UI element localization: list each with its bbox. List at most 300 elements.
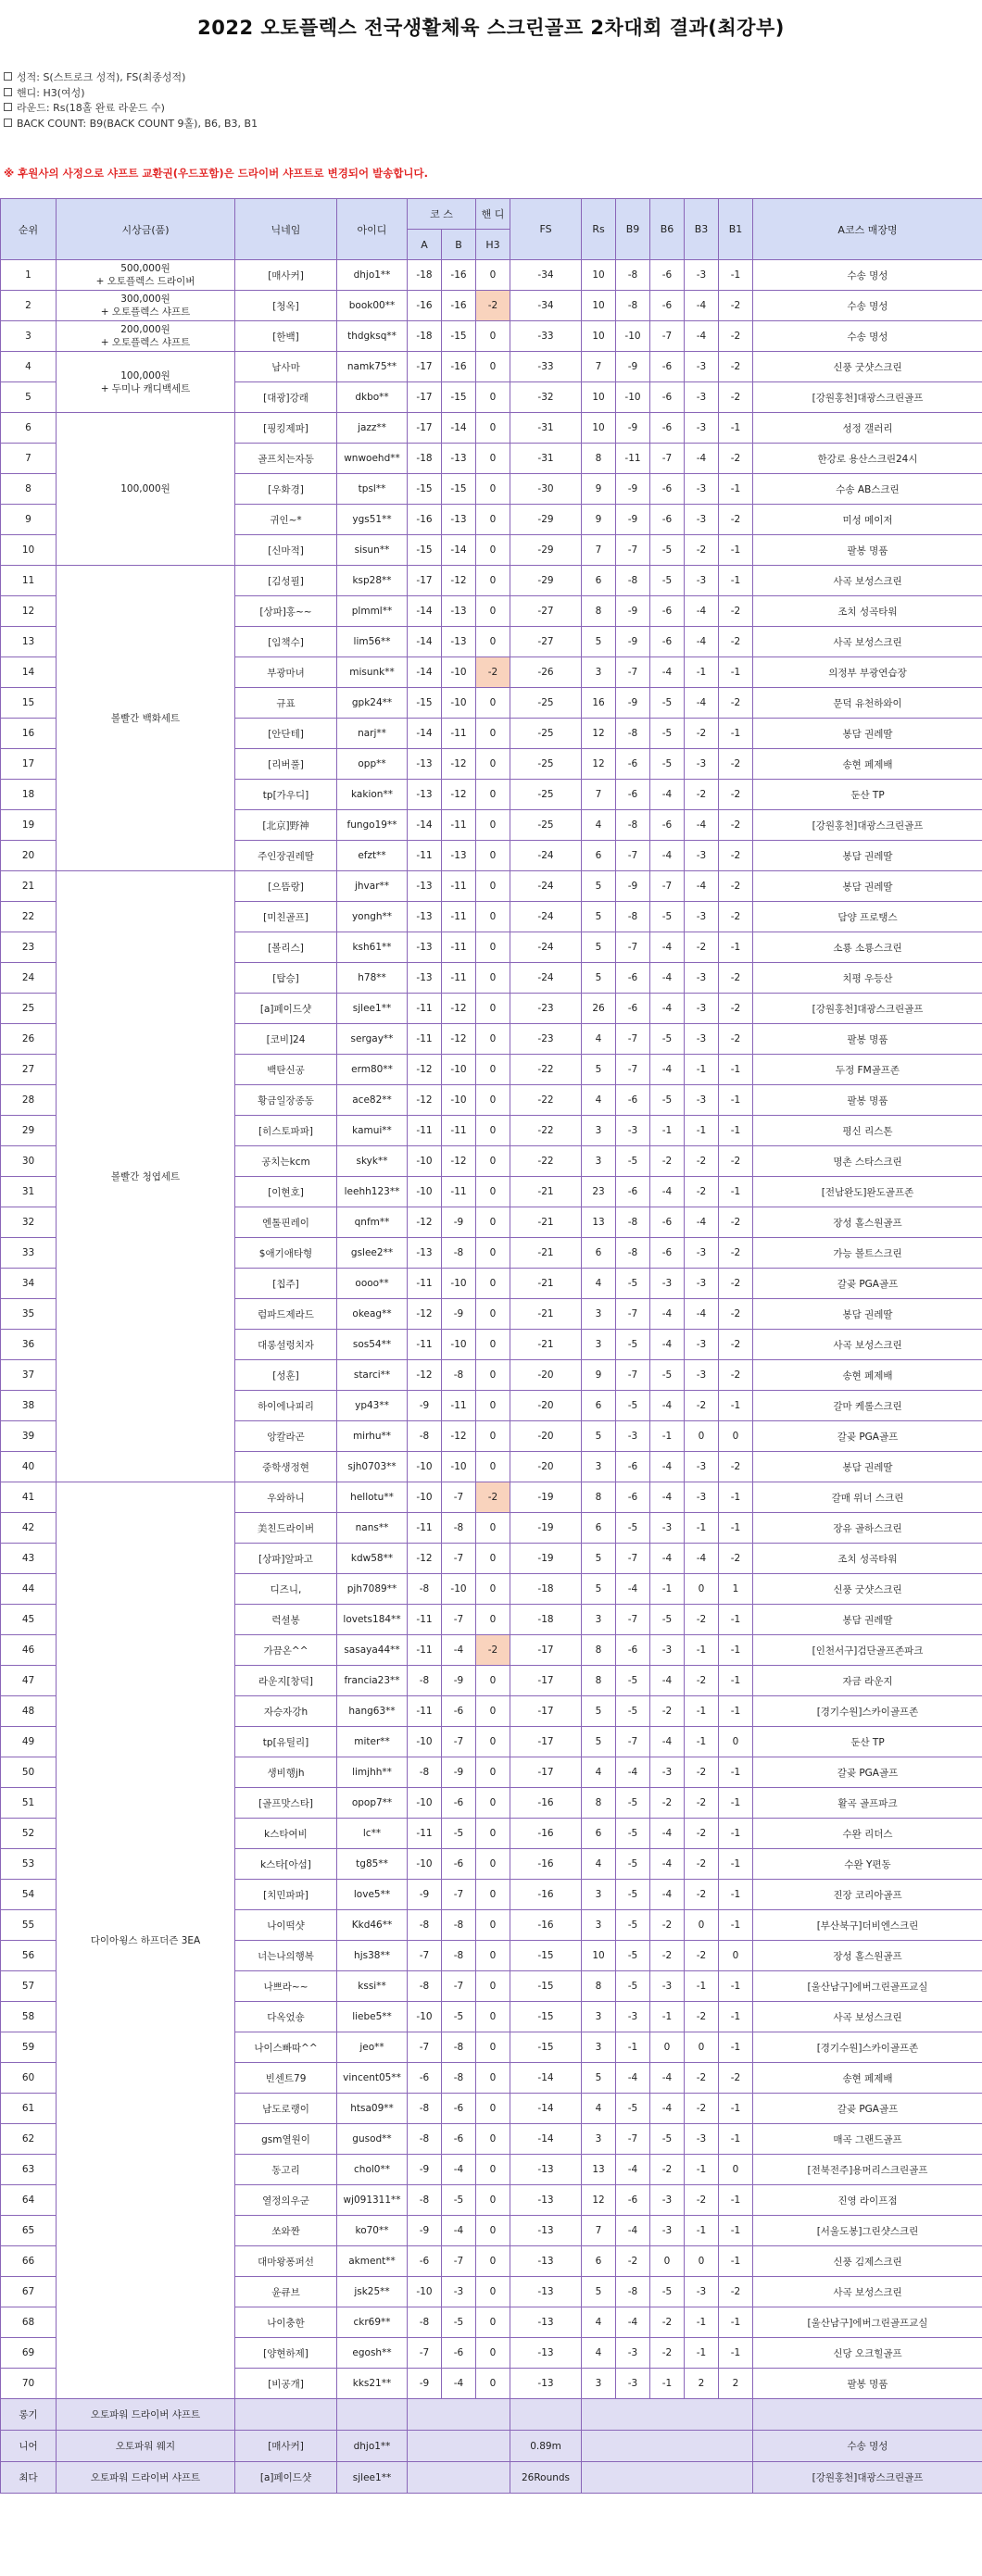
cell-rs: 5	[582, 1055, 616, 1085]
cell-course-b: -8	[442, 1941, 476, 1971]
cell-b9: -8	[616, 260, 650, 291]
cell-course-b: -4	[442, 2155, 476, 2185]
cell-course-b: -9	[442, 1757, 476, 1788]
cell-rs: 4	[582, 1085, 616, 1116]
cell-rs: 4	[582, 1757, 616, 1788]
cell-fs: -16	[510, 1910, 582, 1941]
cell-rank: 42	[1, 1513, 57, 1544]
cell-fs: -26	[510, 657, 582, 688]
cell-rank: 23	[1, 932, 57, 963]
cell-id: efzt**	[337, 841, 408, 871]
cell-b6: -7	[650, 444, 685, 474]
cell-rs: 13	[582, 1207, 616, 1238]
cell-id: lc**	[337, 1819, 408, 1849]
cell-id: chol0**	[337, 2155, 408, 2185]
cell-rs: 3	[582, 1116, 616, 1146]
cell-b6: -1	[650, 2369, 685, 2399]
cell-rs: 6	[582, 1819, 616, 1849]
cell-prize: 100,000원	[57, 413, 235, 566]
cell-rs: 5	[582, 1574, 616, 1605]
cell-fs: -32	[510, 382, 582, 413]
cell-store: [울산남구]에버그린골프교실	[753, 2307, 982, 2338]
cell-b9: -10	[616, 321, 650, 352]
cell-b6: -4	[650, 1544, 685, 1574]
cell-course-b: -11	[442, 719, 476, 749]
cell-rank: 38	[1, 1391, 57, 1421]
cell-fs: -24	[510, 963, 582, 994]
cell-b3: -3	[685, 2124, 719, 2155]
cell-store: 조치 성곡타워	[753, 1544, 982, 1574]
cell-b9: -7	[616, 1055, 650, 1085]
cell-b6: -6	[650, 291, 685, 321]
cell-course-b: -3	[442, 2277, 476, 2307]
cell-b3: -1	[685, 1116, 719, 1146]
cell-b6: -4	[650, 1177, 685, 1207]
cell-id: ko70**	[337, 2216, 408, 2246]
cell-b3: -2	[685, 2185, 719, 2216]
cell-b3: -3	[685, 1330, 719, 1360]
cell-b3: -3	[685, 566, 719, 596]
cell-handicap-h3: 0	[476, 2124, 510, 2155]
legend-notes	[4, 70, 258, 131]
cell-store: 진장 코리아골프	[753, 1880, 982, 1910]
cell-rank: 1	[1, 260, 57, 291]
cell-id: yongh**	[337, 902, 408, 932]
award-label: 최다	[1, 2462, 57, 2494]
cell-store: 치평 우등산	[753, 963, 982, 994]
cell-course-b: -4	[442, 1635, 476, 1666]
cell-b1: -2	[719, 505, 753, 535]
cell-fs: -33	[510, 352, 582, 382]
cell-rank: 26	[1, 1024, 57, 1055]
cell-id: sjh0703**	[337, 1452, 408, 1482]
cell-b9: -5	[616, 1666, 650, 1696]
cell-b6: -6	[650, 474, 685, 505]
cell-store: 신당 오크힐골프	[753, 2338, 982, 2369]
cell-store: 갈곶 PGA골프	[753, 2094, 982, 2124]
table-row	[1, 871, 982, 902]
cell-nickname: [골프맛스타]	[235, 1788, 337, 1819]
cell-b3: -2	[685, 932, 719, 963]
cell-nickname: [미친골프]	[235, 902, 337, 932]
cell-b3: -2	[685, 1391, 719, 1421]
cell-course-b: -8	[442, 2032, 476, 2063]
cell-b9: -7	[616, 657, 650, 688]
award-row	[1, 2462, 982, 2494]
cell-b1: -1	[719, 1819, 753, 1849]
award-label: 롱기	[1, 2399, 57, 2431]
header-handicap-h3: H3	[476, 230, 510, 260]
cell-id: ksh61**	[337, 932, 408, 963]
cell-rank: 4	[1, 352, 57, 382]
cell-b6: -2	[650, 1941, 685, 1971]
cell-b1: -1	[719, 1391, 753, 1421]
cell-b6: -1	[650, 1421, 685, 1452]
cell-course-b: -7	[442, 2246, 476, 2277]
cell-rank: 57	[1, 1971, 57, 2002]
award-nickname	[235, 2399, 337, 2431]
cell-fs: -22	[510, 1116, 582, 1146]
table-row	[1, 1482, 982, 1513]
cell-course-a: -11	[408, 1513, 442, 1544]
cell-course-b: -9	[442, 1666, 476, 1696]
cell-b3: -1	[685, 1971, 719, 2002]
cell-rs: 8	[582, 444, 616, 474]
cell-b1: -2	[719, 321, 753, 352]
cell-course-a: -11	[408, 1024, 442, 1055]
cell-b6: -5	[650, 1360, 685, 1391]
cell-b6: -3	[650, 1513, 685, 1544]
cell-nickname: [히스토파파]	[235, 1116, 337, 1146]
cell-course-b: -9	[442, 1299, 476, 1330]
cell-rank: 33	[1, 1238, 57, 1269]
cell-nickname: 자승자강h	[235, 1696, 337, 1727]
cell-nickname: 쏘와짠	[235, 2216, 337, 2246]
cell-nickname: [청옥]	[235, 291, 337, 321]
cell-store: 송현 페제배	[753, 1360, 982, 1391]
cell-fs: -13	[510, 2155, 582, 2185]
cell-course-b: -6	[442, 2094, 476, 2124]
cell-b3: -1	[685, 1696, 719, 1727]
cell-store: [인천서구]검단골프존파크	[753, 1635, 982, 1666]
header-rank: 순위	[1, 199, 57, 260]
cell-prize: 500,000원 + 오토플렉스 드라이버	[57, 260, 235, 291]
cell-course-a: -18	[408, 321, 442, 352]
cell-course-b: -4	[442, 2216, 476, 2246]
cell-fs: -15	[510, 2032, 582, 2063]
cell-rs: 4	[582, 810, 616, 841]
cell-b3: 0	[685, 1910, 719, 1941]
cell-handicap-h3: 0	[476, 596, 510, 627]
cell-b6: -2	[650, 2338, 685, 2369]
cell-b6: -5	[650, 535, 685, 566]
cell-b3: -1	[685, 2155, 719, 2185]
cell-b3: -2	[685, 1757, 719, 1788]
cell-b3: -1	[685, 1055, 719, 1085]
cell-b3: -2	[685, 2063, 719, 2094]
cell-rank: 12	[1, 596, 57, 627]
cell-course-a: -12	[408, 1085, 442, 1116]
cell-b6: -4	[650, 780, 685, 810]
page-title: 2022 오토플렉스 전국생활체육 스크린골프 2차대회 결과(최강부)	[197, 17, 785, 39]
table-row	[1, 260, 982, 291]
award-prize: 오토파워 웨지	[57, 2431, 235, 2462]
cell-b9: -5	[616, 1880, 650, 1910]
cell-course-a: -14	[408, 810, 442, 841]
cell-fs: -33	[510, 321, 582, 352]
cell-b3: -3	[685, 1238, 719, 1269]
cell-b6: -5	[650, 688, 685, 719]
cell-handicap-h3: 0	[476, 841, 510, 871]
cell-b1: -1	[719, 1635, 753, 1666]
cell-b3: 0	[685, 1421, 719, 1452]
cell-b9: -11	[616, 444, 650, 474]
cell-rs: 4	[582, 1849, 616, 1880]
cell-store: [전남완도]완도골프존	[753, 1177, 982, 1207]
cell-b1: -2	[719, 1330, 753, 1360]
cell-b3: -4	[685, 810, 719, 841]
cell-course-a: -10	[408, 1177, 442, 1207]
cell-b9: -7	[616, 1605, 650, 1635]
cell-course-a: -7	[408, 2338, 442, 2369]
cell-rs: 5	[582, 2063, 616, 2094]
cell-store: 팔봉 명품	[753, 1024, 982, 1055]
note-text: BACK COUNT: B9(BACK COUNT 9홀), B6, B3, B1	[17, 117, 258, 130]
cell-fs: -14	[510, 2124, 582, 2155]
cell-handicap-h3: 0	[476, 932, 510, 963]
cell-nickname: [임책수]	[235, 627, 337, 657]
cell-b6: -6	[650, 1207, 685, 1238]
cell-rs: 3	[582, 2124, 616, 2155]
cell-b6: -4	[650, 2094, 685, 2124]
note-item	[4, 117, 258, 132]
cell-course-b: -11	[442, 810, 476, 841]
cell-nickname: 엔톨핀레이	[235, 1207, 337, 1238]
cell-course-a: -11	[408, 1696, 442, 1727]
cell-handicap-h3: 0	[476, 2063, 510, 2094]
cell-b6: -4	[650, 1819, 685, 1849]
cell-handicap-h3: 0	[476, 1574, 510, 1605]
cell-course-a: -17	[408, 566, 442, 596]
cell-store: 사곡 보성스크린	[753, 1330, 982, 1360]
cell-rank: 62	[1, 2124, 57, 2155]
cell-course-b: -15	[442, 474, 476, 505]
cell-course-b: -6	[442, 2338, 476, 2369]
cell-fs: -15	[510, 1971, 582, 2002]
cell-b1: -1	[719, 1910, 753, 1941]
cell-rs: 5	[582, 1421, 616, 1452]
cell-b6: -5	[650, 2277, 685, 2307]
cell-course-b: -7	[442, 1880, 476, 1910]
cell-fs: -24	[510, 902, 582, 932]
cell-b9: -3	[616, 1116, 650, 1146]
cell-nickname: 나이떡샷	[235, 1910, 337, 1941]
cell-b6: -7	[650, 321, 685, 352]
cell-rank: 25	[1, 994, 57, 1024]
cell-b1: -1	[719, 1696, 753, 1727]
cell-fs: -18	[510, 1605, 582, 1635]
cell-course-a: -6	[408, 2246, 442, 2277]
cell-rank: 41	[1, 1482, 57, 1513]
cell-rs: 23	[582, 1177, 616, 1207]
cell-b1: -1	[719, 1177, 753, 1207]
cell-store: 명촌 스타스크린	[753, 1146, 982, 1177]
cell-id: htsa09**	[337, 2094, 408, 2124]
cell-b6: -3	[650, 1635, 685, 1666]
cell-store: 사곡 보성스크린	[753, 566, 982, 596]
cell-b9: -4	[616, 1574, 650, 1605]
cell-rank: 34	[1, 1269, 57, 1299]
cell-b1: -2	[719, 382, 753, 413]
cell-rs: 9	[582, 474, 616, 505]
cell-b1: -1	[719, 1788, 753, 1819]
checkbox-square-icon	[4, 103, 12, 111]
cell-rank: 39	[1, 1421, 57, 1452]
cell-id: sergay**	[337, 1024, 408, 1055]
cell-fs: -19	[510, 1513, 582, 1544]
cell-course-b: -6	[442, 1849, 476, 1880]
cell-handicap-h3: 0	[476, 1238, 510, 1269]
cell-b1: -1	[719, 2124, 753, 2155]
cell-handicap-h3: 0	[476, 1971, 510, 2002]
cell-nickname: [우화경]	[235, 474, 337, 505]
cell-course-b: -13	[442, 841, 476, 871]
cell-course-a: -8	[408, 2185, 442, 2216]
cell-b6: -5	[650, 2124, 685, 2155]
cell-b9: -6	[616, 1177, 650, 1207]
cell-id: leehh123**	[337, 1177, 408, 1207]
cell-b6: -2	[650, 1910, 685, 1941]
cell-store: 갈곶 PGA골프	[753, 1757, 982, 1788]
cell-course-b: -12	[442, 1146, 476, 1177]
cell-handicap-h3: 0	[476, 2002, 510, 2032]
cell-b1: -2	[719, 749, 753, 780]
cell-id: miter**	[337, 1727, 408, 1757]
cell-course-b: -14	[442, 535, 476, 566]
cell-nickname: k스타여비	[235, 1819, 337, 1849]
cell-nickname: [탑승]	[235, 963, 337, 994]
cell-b6: -4	[650, 1727, 685, 1757]
cell-course-a: -10	[408, 2002, 442, 2032]
cell-store: 장성 홀스원골프	[753, 1207, 982, 1238]
cell-handicap-h3: 0	[476, 2246, 510, 2277]
cell-b3: -1	[685, 657, 719, 688]
cell-store: 신풍 김제스크린	[753, 2246, 982, 2277]
cell-b9: -4	[616, 2216, 650, 2246]
cell-b9: -7	[616, 2124, 650, 2155]
cell-nickname: 빈센트79	[235, 2063, 337, 2094]
cell-b3: -2	[685, 1605, 719, 1635]
cell-b3: 2	[685, 2369, 719, 2399]
cell-b6: -6	[650, 260, 685, 291]
cell-store: 진영 라이프점	[753, 2185, 982, 2216]
cell-b6: -4	[650, 994, 685, 1024]
cell-fs: -16	[510, 1880, 582, 1910]
cell-course-a: -13	[408, 871, 442, 902]
cell-fs: -14	[510, 2094, 582, 2124]
cell-rank: 69	[1, 2338, 57, 2369]
cell-b3: -3	[685, 260, 719, 291]
cell-b1: -1	[719, 2094, 753, 2124]
cell-b6: -1	[650, 1574, 685, 1605]
cell-b1: 2	[719, 2369, 753, 2399]
cell-b9: -8	[616, 566, 650, 596]
cell-handicap-h3: 0	[476, 2216, 510, 2246]
table-row	[1, 291, 982, 321]
cell-nickname: 나이스빠따^^	[235, 2032, 337, 2063]
cell-rank: 19	[1, 810, 57, 841]
cell-handicap-h3: 0	[476, 1177, 510, 1207]
cell-rs: 6	[582, 2246, 616, 2277]
cell-id: opop7**	[337, 1788, 408, 1819]
cell-fs: -25	[510, 688, 582, 719]
cell-b3: -2	[685, 719, 719, 749]
award-id: sjlee1**	[337, 2462, 408, 2494]
cell-b9: -5	[616, 1146, 650, 1177]
cell-handicap-h3: -2	[476, 1635, 510, 1666]
cell-rs: 10	[582, 382, 616, 413]
cell-handicap-h3: 0	[476, 810, 510, 841]
cell-b9: -4	[616, 2063, 650, 2094]
cell-handicap-h3: 0	[476, 1544, 510, 1574]
cell-nickname: [대광]강래	[235, 382, 337, 413]
cell-b3: -1	[685, 1727, 719, 1757]
cell-course-a: -10	[408, 1482, 442, 1513]
cell-nickname: 우와하니	[235, 1482, 337, 1513]
cell-b6: -6	[650, 382, 685, 413]
cell-course-a: -11	[408, 994, 442, 1024]
cell-rs: 4	[582, 1269, 616, 1299]
cell-rank: 66	[1, 2246, 57, 2277]
cell-nickname: 하이에나피리	[235, 1391, 337, 1421]
cell-b1: -2	[719, 1299, 753, 1330]
cell-course-b: -6	[442, 2124, 476, 2155]
cell-handicap-h3: 0	[476, 1727, 510, 1757]
cell-fs: -25	[510, 719, 582, 749]
cell-b9: -9	[616, 352, 650, 382]
header-id: 아이디	[337, 199, 408, 260]
cell-rs: 3	[582, 1605, 616, 1635]
cell-b1: -2	[719, 871, 753, 902]
cell-course-b: -10	[442, 1269, 476, 1299]
cell-b3: -4	[685, 1544, 719, 1574]
cell-b3: -1	[685, 1635, 719, 1666]
cell-b9: -5	[616, 1330, 650, 1360]
cell-rs: 3	[582, 2002, 616, 2032]
cell-b3: -2	[685, 1849, 719, 1880]
cell-b6: -6	[650, 810, 685, 841]
cell-b9: -9	[616, 413, 650, 444]
cell-b6: -7	[650, 871, 685, 902]
cell-handicap-h3: 0	[476, 2369, 510, 2399]
cell-course-b: -10	[442, 1574, 476, 1605]
cell-rs: 8	[582, 1788, 616, 1819]
cell-b1: -2	[719, 627, 753, 657]
cell-id: h78**	[337, 963, 408, 994]
cell-id: lim56**	[337, 627, 408, 657]
cell-handicap-h3: 0	[476, 2277, 510, 2307]
header-b1: B1	[719, 199, 753, 260]
header-course-b: B	[442, 230, 476, 260]
cell-course-b: -11	[442, 932, 476, 963]
cell-course-a: -9	[408, 2369, 442, 2399]
cell-handicap-h3: 0	[476, 1757, 510, 1788]
cell-rank: 51	[1, 1788, 57, 1819]
cell-course-a: -9	[408, 2216, 442, 2246]
cell-b3: -3	[685, 1360, 719, 1391]
cell-rs: 6	[582, 566, 616, 596]
cell-rank: 45	[1, 1605, 57, 1635]
checkbox-square-icon	[4, 72, 12, 81]
cell-fs: -18	[510, 1574, 582, 1605]
cell-handicap-h3: 0	[476, 1085, 510, 1116]
cell-b3: -3	[685, 413, 719, 444]
cell-store: 봉담 권레딸	[753, 841, 982, 871]
cell-rank: 36	[1, 1330, 57, 1360]
cell-fs: -27	[510, 627, 582, 657]
cell-course-b: -6	[442, 1788, 476, 1819]
cell-course-a: -11	[408, 1605, 442, 1635]
cell-handicap-h3: 0	[476, 1880, 510, 1910]
cell-b6: -4	[650, 657, 685, 688]
table-row	[1, 413, 982, 444]
cell-rank: 43	[1, 1544, 57, 1574]
cell-store: 장성 홀스원골프	[753, 1941, 982, 1971]
cell-b6: -3	[650, 2216, 685, 2246]
cell-nickname: [매사커]	[235, 260, 337, 291]
cell-b6: -6	[650, 352, 685, 382]
cell-b6: -4	[650, 841, 685, 871]
